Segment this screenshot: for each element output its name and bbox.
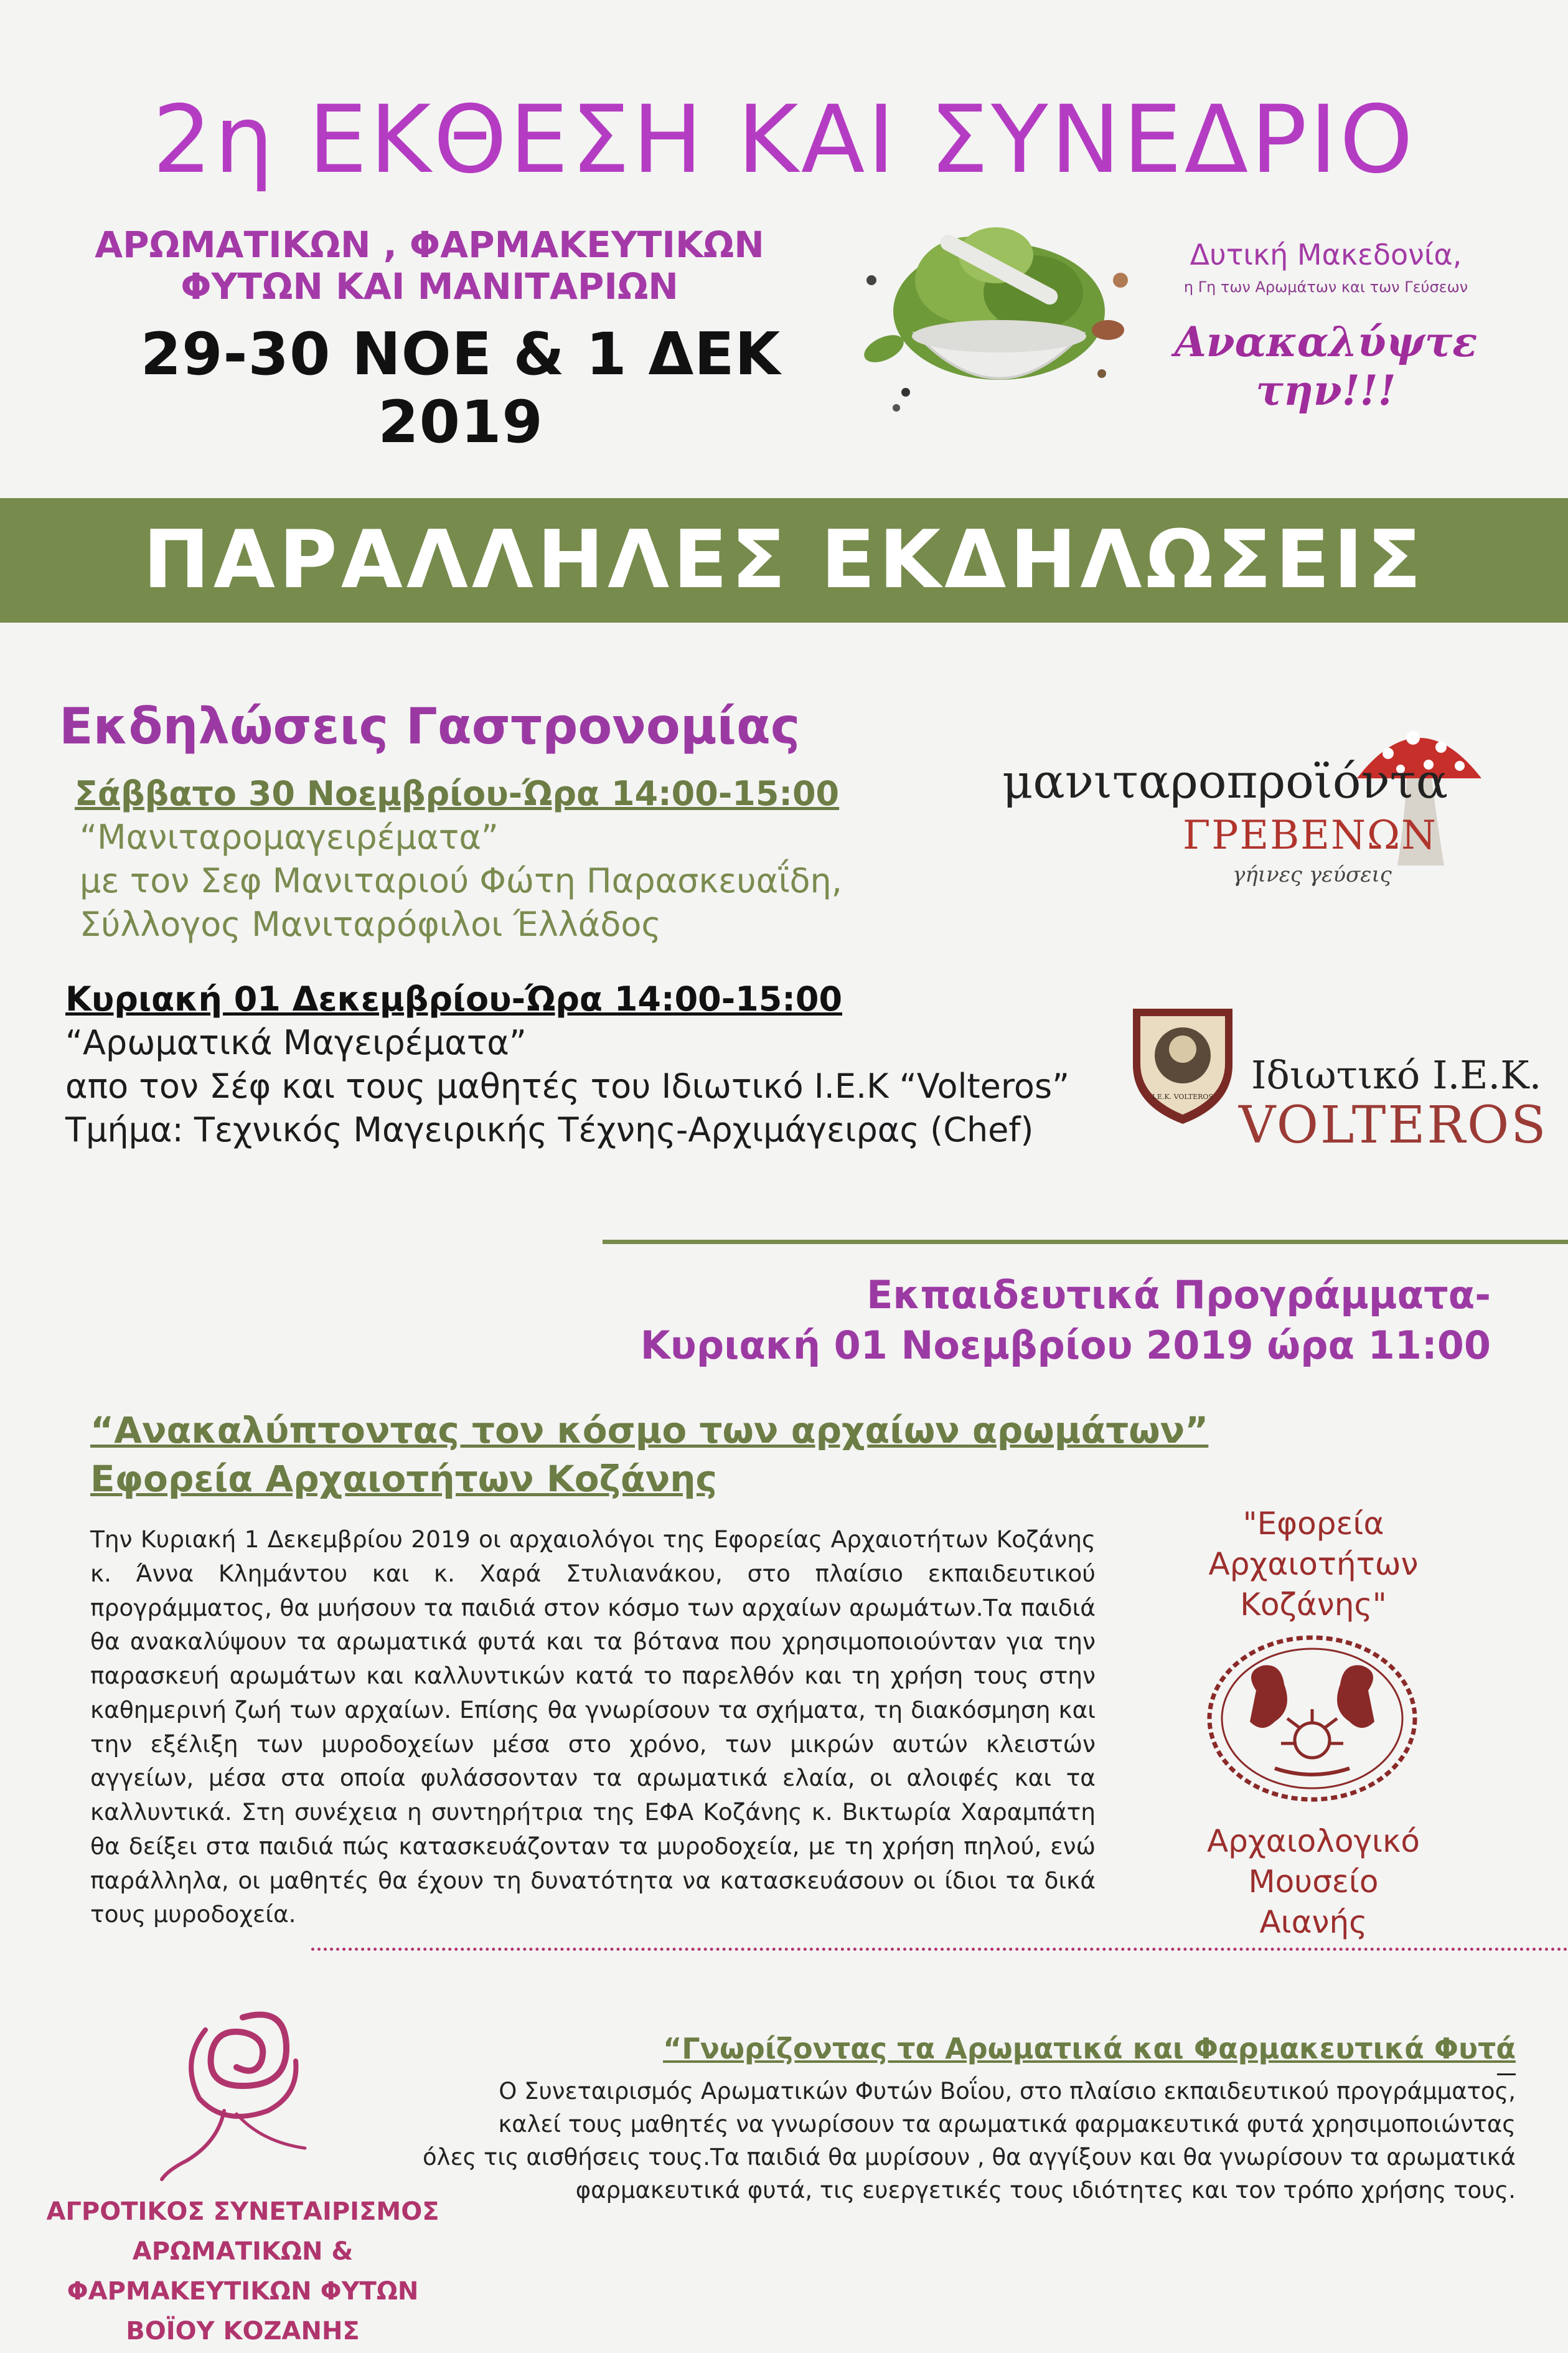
exhibition-subtitle bbox=[93, 224, 766, 307]
event-1-title: “Μανιταρομαγειρέματα” bbox=[80, 818, 499, 857]
museum-label-line-2: Αιανής bbox=[1259, 1904, 1368, 1940]
mortar-herbs-image bbox=[847, 187, 1139, 448]
cooperative-name bbox=[25, 2192, 461, 2351]
region-line-2: η Γη των Αρωμάτων και των Γεύσεων bbox=[1183, 278, 1468, 296]
ephorate-label bbox=[1139, 1504, 1488, 1625]
program-1-title-line-1: “Ανακαλύπτοντας τον κόσμο των αρχαίων αρωμάτων” bbox=[90, 1409, 1209, 1451]
event-1-chef: με τον Σεφ Μανιταριού Φώτη Παρασκευαΐδη, bbox=[80, 861, 842, 901]
event-2-date: Κυριακή 01 Δεκεμβρίου-Ώρα 14:00-15:00 bbox=[65, 979, 843, 1019]
event-2-details bbox=[65, 1021, 1069, 1153]
program-2-title: “Γνωρίζοντας τα Αρωματικά και Φαρμακευτικά Φυτά bbox=[663, 2032, 1516, 2065]
program-1-title-line-2: Εφορεία Αρχαιοτήτων Κοζάνης bbox=[90, 1458, 717, 1501]
education-heading-line-1: Εκπαιδευτικά Προγράμματα- bbox=[866, 1272, 1491, 1318]
event-1-date: Σάββατο 30 Νοεμβρίου-Ώρα 14:00-15:00 bbox=[75, 774, 840, 813]
education-heading bbox=[622, 1270, 1491, 1370]
rose-logo-icon bbox=[143, 1992, 342, 2186]
event-1-association: Σύλλογος Μανιταρόφιλοι Έλλάδος bbox=[80, 905, 662, 945]
ephorate-label-line-2: Κοζάνης" bbox=[1240, 1587, 1387, 1623]
event-dates: 29-30 ΝΟΕ & 1 ΔΕΚ 2019 bbox=[140, 321, 781, 456]
program-1-title bbox=[90, 1406, 1208, 1504]
program-2-description bbox=[398, 2075, 1516, 2207]
dotted-divider bbox=[311, 1948, 1568, 1951]
gastronomy-heading: Εκδηλώσεις Γαστρονομίας bbox=[59, 697, 800, 755]
region-line-1: Δυτική Μακεδονία, bbox=[1190, 238, 1462, 271]
volteros-logo-line-1: Ιδιωτικό Ι.Ε.Κ. bbox=[1251, 1052, 1542, 1098]
mushroom-logo-name: μανιταροπροϊόντα bbox=[1002, 753, 1448, 809]
volteros-logo-line-2: VOLTEROS bbox=[1239, 1096, 1548, 1155]
ephorate-label-line-1: "Εφορεία Αρχαιοτήτων bbox=[1208, 1506, 1419, 1582]
museum-label bbox=[1139, 1821, 1488, 1943]
subtitle-line-1: ΑΡΩΜΑΤΙΚΩΝ , ΦΑΡΜΑΚΕΥΤΙΚΩΝ bbox=[95, 224, 764, 266]
cooperative-line-3: ΒΟΪΟΥ ΚΟΖΑΝΗΣ bbox=[126, 2317, 360, 2346]
program-2-line-4: φαρμακευτικά φυτά, τις ευεργετικές τους ιδιότητες και τον τρόπο χρήσης τους. bbox=[575, 2176, 1516, 2204]
event-1-details bbox=[75, 816, 842, 947]
cooperative-line-1: ΑΓΡΟΤΙΚΟΣ ΣΥΝΕΤΑΙΡΙΣΜΟΣ bbox=[46, 2197, 439, 2226]
event-1 bbox=[75, 774, 842, 947]
section-divider bbox=[603, 1240, 1568, 1244]
ancient-coin-emblem bbox=[1206, 1634, 1418, 1803]
program-2-line-1: Ο Συνεταιρισμός Αρωματικών Φυτών Βοΐου, στο πλαίσιο εκπαιδευτικού προγράμματος, bbox=[499, 2078, 1516, 2105]
mushroom-logo-place: ΓΡΕΒΕΝΩΝ bbox=[1183, 813, 1437, 859]
volteros-shield-icon bbox=[1127, 996, 1239, 1127]
volteros-shield-text: I.E.K. VOLTEROS bbox=[1152, 1093, 1213, 1101]
education-heading-line-2: Κυριακή 01 Νοεμβρίου 2019 ώρα 11:00 bbox=[640, 1322, 1491, 1368]
event-2 bbox=[65, 979, 1069, 1153]
event-2-department: Τμήμα: Τεχνικός Μαγειρικής Τέχνης-Αρχιμάγειρας (Chef) bbox=[65, 1110, 1034, 1150]
museum-label-line-1: Αρχαιολογικό Μουσείο bbox=[1206, 1823, 1420, 1900]
region-slogan: Ανακαλύψτε την!!! bbox=[1174, 318, 1478, 415]
program-2-line-3: όλες τις αισθήσεις τους.Τα παιδιά θα μυρίσουν , θα αγγίξουν και θα γνωρίσουν τα αρωματικά bbox=[423, 2143, 1516, 2171]
program-2-line-2: καλεί τους μαθητές να γνωρίσουν τα αρωματικά φαρμακευτικά φυτά χρησιμοποιώντας bbox=[498, 2110, 1516, 2138]
page-title: 2η ΕΚΘΕΣΗ ΚΑΙ ΣΥΝΕΔΡΙΟ bbox=[152, 86, 1416, 194]
banner-title: ΠΑΡΑΛΛΗΛΕΣ ΕΚΔΗΛΩΣΕΙΣ bbox=[143, 514, 1425, 606]
subtitle-line-2: ΦΥΤΩΝ ΚΑΙ ΜΑΝΙΤΑΡΙΩΝ bbox=[181, 265, 678, 308]
program-1-description: Την Κυριακή 1 Δεκεμβρίου 2019 οι αρχαιολόγοι της Εφορείας Αρχαιοτήτων Κοζάνης κ. Άννα Κλημάντου και κ. Χαρά Στυλιανάκου, στο πλαίσιο εκπαιδευτικού προγράμματος, θα μυήσουν τα παιδιά στον κόσμο των αρχαίων αρωμάτων.Τα παιδιά θα ανακαλύψουν τα αρωματικά φυτά και τα βότανα που χρησιμοποιούνταν για την παρασκευή αρωμάτων και καλλυντικών κατά το παρελθόν και τη χρήση τους στην καθημερινή ζωή των αρχαίων. Επίσης θα γνωρίσουν τα σχήματα, τη διακόσμηση και την εξέλιξη των μυροδοχείων μέσα στο χρόνο, των μικρών αυτών κλειστών αγγείων, μέσα στα οποία φυλάσσονταν τα αρωματικά ελαία, οι αλοιφές και τα καλλυντικά. Στη συνέχεια η συντηρήτρια της ΕΦΑ Κοζάνης κ. Βικτωρία Χαραμπάτη θα δείξει στα παιδιά πώς κατασκευάζονταν τα μυροδοχεία, με τη χρήση πηλού, ενώ παράλληλα, οι μαθητές θα έχουν τη δυνατότητα να κατασκευάσουν οι ίδιοι τα δικά τους μυροδοχεία. bbox=[90, 1525, 1096, 1928]
mushroom-logo-tagline: γήινες γεύσεις bbox=[1232, 862, 1392, 887]
cooperative-line-2: ΑΡΩΜΑΤΙΚΩΝ & ΦΑΡΜΑΚΕΥΤΙΚΩΝ ΦΥΤΩΝ bbox=[67, 2237, 419, 2306]
event-2-chef: απο τον Σέφ και τους μαθητές του Ιδιωτικό Ι.Ε.Κ “Volteros” bbox=[65, 1067, 1070, 1106]
event-2-title: “Αρωματικά Μαγειρέματα” bbox=[65, 1023, 527, 1062]
